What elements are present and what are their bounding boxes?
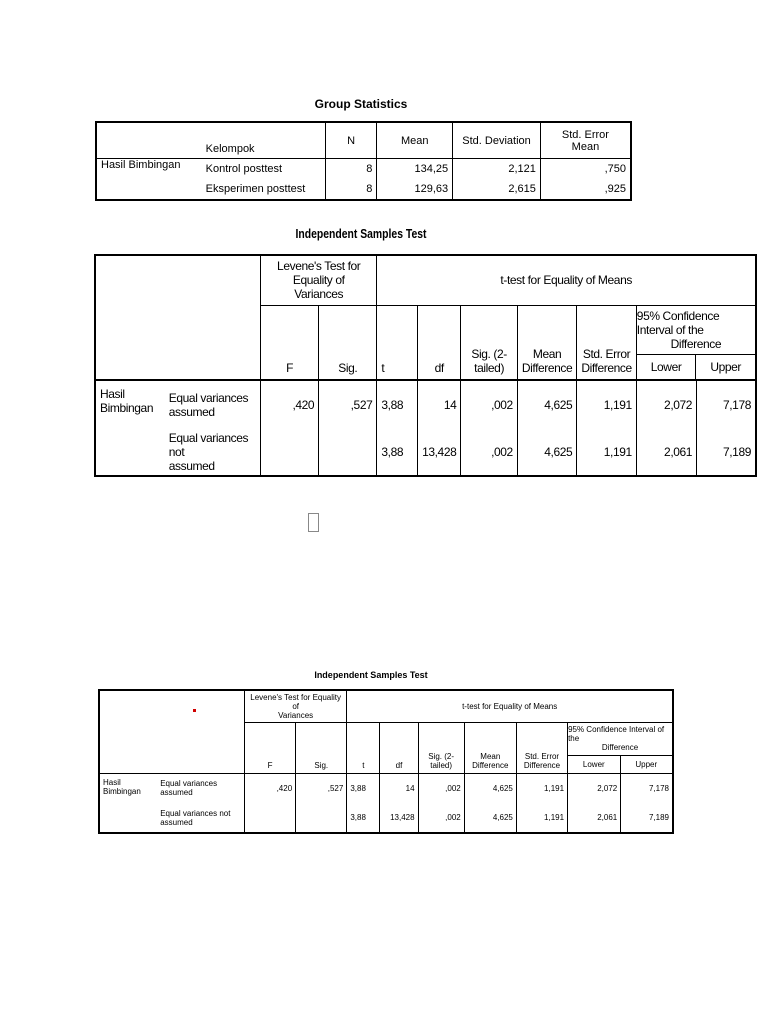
upper-value: 7,189 <box>621 803 673 833</box>
sig-value <box>319 430 377 476</box>
header-kelompok: Kelompok <box>202 122 326 159</box>
table-header-row <box>96 122 631 159</box>
table-row <box>96 159 631 180</box>
f-value: ,420 <box>261 380 319 430</box>
lower-value: 2,061 <box>636 430 696 476</box>
header-mean-difference <box>517 305 576 380</box>
header-blank <box>99 690 244 773</box>
header-f: F <box>244 722 295 773</box>
placeholder-glyph <box>308 513 319 532</box>
t-value: 3,88 <box>347 773 380 803</box>
ci-line1: 95% Confidence Interval of the <box>568 725 665 743</box>
levene-header <box>261 255 377 305</box>
mean-value: 129,63 <box>377 179 453 200</box>
levene-line2: Variances <box>278 710 314 720</box>
sd-value: 2,615 <box>453 179 541 200</box>
header-df: df <box>418 305 461 380</box>
header-sig: Sig. <box>319 305 377 380</box>
red-mark <box>193 709 196 712</box>
ci-line1: 95% Confidence Interval of the <box>636 308 720 337</box>
se-value: ,750 <box>604 163 626 175</box>
variance-label <box>165 380 261 430</box>
sig-value: ,527 <box>296 773 347 803</box>
ttest-header: t-test for Equality of Means <box>377 255 756 305</box>
variance-label <box>157 773 244 803</box>
header-mean-difference-line1: Mean <box>532 346 562 361</box>
n-value: 8 <box>325 179 377 200</box>
header-std-error-line1: Std. Error <box>582 346 631 361</box>
header-std-error-difference <box>516 722 567 773</box>
header-sig-2-tailed: Sig. (2-tailed) <box>418 722 464 773</box>
header-std-error-mean <box>540 122 631 159</box>
header-mean-difference-line1: Mean <box>480 751 501 761</box>
t-value: 3,88 <box>347 803 380 833</box>
upper-value: 7,178 <box>621 773 673 803</box>
std-error-difference-value: 1,191 <box>516 803 567 833</box>
variance-label-line1: Equal variances not <box>168 431 249 459</box>
mean-difference-value: 4,625 <box>464 803 516 833</box>
df-value: 13,428 <box>418 430 461 476</box>
lower-value: 2,072 <box>568 773 621 803</box>
variance-label <box>157 803 244 833</box>
header-std-error-line1: Std. Error <box>561 128 609 141</box>
lower-value: 2,061 <box>568 803 621 833</box>
sig2-value: ,002 <box>461 430 517 476</box>
header-upper: Upper <box>695 355 755 379</box>
header-n: N <box>325 122 377 159</box>
row-label-empty <box>96 179 202 200</box>
header-std-error-line2: Difference <box>581 360 632 375</box>
f-value <box>261 430 319 476</box>
upper-value: 7,178 <box>697 380 756 430</box>
variance-label-line1: Equal variances <box>168 391 249 405</box>
std-error-difference-value: 1,191 <box>516 773 567 803</box>
row-label-empty <box>95 430 165 476</box>
mean-value: 134,25 <box>377 159 453 180</box>
group-statistics-table <box>95 121 632 201</box>
std-error-difference-value: 1,191 <box>577 430 636 476</box>
header-lower: Lower <box>582 759 605 769</box>
header-std-error-line2: Mean <box>571 140 600 153</box>
ci-header <box>568 722 673 773</box>
table-row <box>96 179 631 200</box>
df-value: 14 <box>418 380 461 430</box>
row-label: Hasil Bimbingan <box>100 386 154 415</box>
table-header-row <box>95 255 756 305</box>
header-lower: Lower <box>650 359 682 374</box>
f-value: ,420 <box>244 773 295 803</box>
sig2-value: ,002 <box>418 803 464 833</box>
variance-label-line2: assumed <box>160 817 193 827</box>
ci-line2: Difference <box>670 336 722 351</box>
independent-samples-test-table-small <box>98 689 674 834</box>
variance-label-line1: Equal variances not <box>160 808 231 818</box>
n-value: 8 <box>325 159 377 180</box>
header-blank <box>95 255 261 380</box>
sig2-value: ,002 <box>418 773 464 803</box>
ttest-header: t-test for Equality of Means <box>347 690 673 722</box>
header-f: F <box>261 305 319 380</box>
ci-line2: Difference <box>601 743 639 752</box>
variance-label-line2: assumed <box>160 788 193 798</box>
f-value <box>244 803 295 833</box>
header-upper: Upper <box>620 756 672 773</box>
group-name: Kontrol posttest <box>202 159 326 180</box>
sig2-value: ,002 <box>461 380 517 430</box>
group-statistics-title: Group Statistics <box>314 97 408 111</box>
header-sig: Sig. <box>296 722 347 773</box>
header-t: t <box>347 722 380 773</box>
header-std-error-difference <box>577 305 636 380</box>
df-value: 14 <box>380 773 418 803</box>
header-std-error-line2: Difference <box>523 760 561 770</box>
group-name: Eksperimen posttest <box>202 179 326 200</box>
header-t: t <box>377 305 418 380</box>
sd-value: 2,121 <box>453 159 541 180</box>
row-label: Hasil Bimbingan <box>103 777 141 796</box>
table-row <box>95 430 756 476</box>
variance-label-line1: Equal variances <box>160 779 218 789</box>
row-label: Hasil Bimbingan <box>101 159 181 171</box>
variance-label <box>165 430 261 476</box>
std-error-difference-value: 1,191 <box>577 380 636 430</box>
table-row <box>99 773 673 803</box>
independent-samples-test-table <box>94 254 757 477</box>
lower-value: 2,072 <box>636 380 696 430</box>
mean-difference-value: 4,625 <box>517 430 576 476</box>
levene-line1: Levene's Test for Equality of <box>277 259 361 288</box>
header-df: df <box>380 722 418 773</box>
df-value: 13,428 <box>380 803 418 833</box>
se-value: ,925 <box>604 183 626 195</box>
t-value: 3,88 <box>377 430 418 476</box>
table-row <box>99 803 673 833</box>
upper-value: 7,189 <box>697 430 756 476</box>
independent-samples-test-title-small: Independent Samples Test <box>314 670 428 680</box>
header-std-deviation: Std. Deviation <box>453 122 541 159</box>
mean-difference-value: 4,625 <box>464 773 516 803</box>
levene-line2: Variances <box>294 287 344 302</box>
t-value: 3,88 <box>377 380 418 430</box>
levene-line1: Levene's Test for Equality of <box>250 692 342 711</box>
sig-value: ,527 <box>319 380 377 430</box>
independent-samples-test-title: Independent Samples Test <box>295 226 427 241</box>
levene-header <box>244 690 346 722</box>
table-header-row <box>99 690 673 722</box>
mean-difference-value: 4,625 <box>517 380 576 430</box>
sig-value <box>296 803 347 833</box>
header-sig-2-tailed: Sig. (2-tailed) <box>461 305 517 380</box>
table-row <box>95 380 756 430</box>
variance-label-line2: assumed <box>168 459 215 473</box>
header-mean: Mean <box>377 122 453 159</box>
header-mean-difference-line2: Difference <box>521 360 573 375</box>
ci-header <box>636 305 756 380</box>
header-mean-difference <box>464 722 516 773</box>
variance-label-line2: assumed <box>168 405 215 419</box>
header-blank <box>96 122 202 159</box>
header-std-error-line1: Std. Error <box>524 751 560 761</box>
row-label-empty <box>99 803 157 833</box>
header-mean-difference-line2: Difference <box>472 760 509 770</box>
